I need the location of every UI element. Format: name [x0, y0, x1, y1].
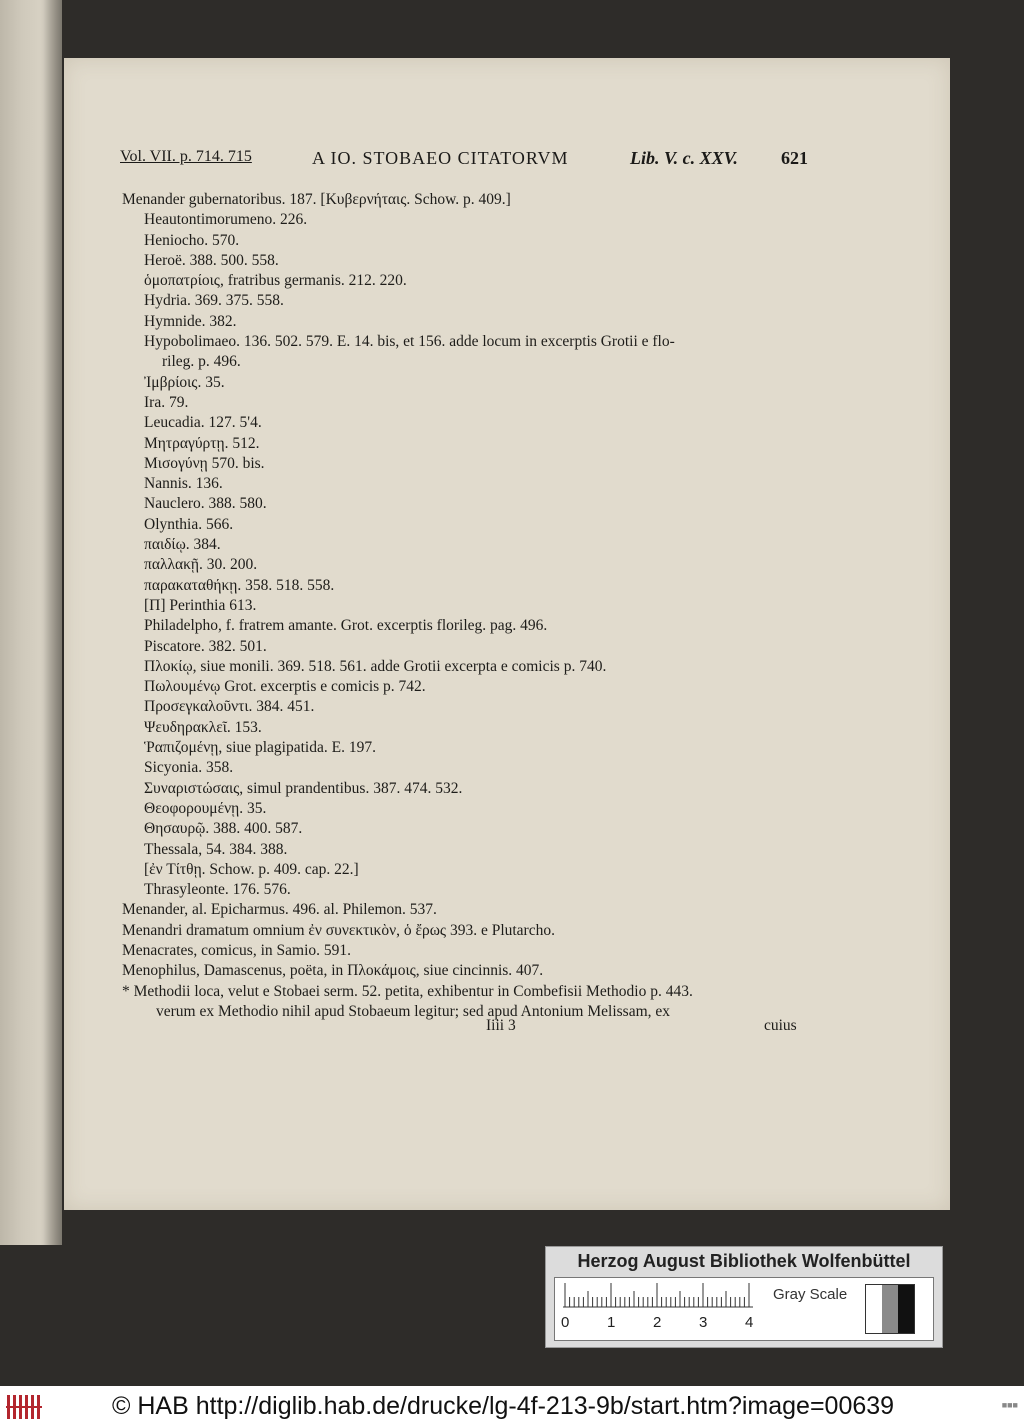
index-entry: Hymnide. 382.: [144, 312, 237, 330]
index-entry: Sicyonia. 358.: [144, 759, 234, 777]
index-entry: παιδίῳ. 384.: [144, 536, 221, 554]
ruler-number: 3: [699, 1314, 708, 1331]
index-entry: Ῥαπιζομένῃ, siue plagipatida. E. 197.: [144, 739, 376, 757]
index-entry: Συναριστώσαις, simul prandentibus. 387. 474. 532.: [144, 779, 463, 797]
running-header: [120, 148, 808, 176]
index-entry: Olynthia. 566.: [144, 515, 234, 533]
ruler-scale: [563, 1282, 753, 1308]
footer-bar: [0, 1386, 1024, 1428]
index-entry: Menander, al. Epicharmus. 496. al. Philemon. 537.: [122, 901, 437, 919]
index-entry: Ira. 79.: [144, 393, 189, 411]
left-page-edge: [0, 0, 62, 1245]
index-entry: [Π] Perinthia 613.: [144, 596, 257, 614]
scale-panel: [554, 1277, 934, 1341]
library-name: Herzog August Bibliothek Wolfenbüttel: [577, 1251, 911, 1271]
header-volume: Vol. VII. p. 714. 715: [120, 148, 252, 165]
gray-patch: [866, 1285, 882, 1333]
index-entry: Thrasyleonte. 176. 576.: [144, 881, 291, 899]
index-entry: Hydria. 369. 375. 558.: [144, 292, 284, 310]
index-entry: Menandri dramatum omnium ἐν συνεκτικὸν, ὁ ἔρως 393. e Plutarcho.: [122, 921, 555, 939]
index-entry: Menander gubernatoribus. 187. [Κυβερνήταις. Schow. p. 409.]: [122, 191, 511, 208]
index-entry: Nannis. 136.: [144, 475, 223, 493]
gray-scale-label: Gray Scale: [773, 1286, 848, 1303]
library-color-card: [545, 1246, 943, 1348]
gray-patch: [882, 1285, 898, 1333]
index-entry: παλλακῇ. 30. 200.: [144, 556, 258, 574]
index-entry: Θεοφορουμένῃ. 35.: [144, 799, 267, 817]
signature-mark: Iiii 3: [486, 1017, 516, 1034]
gray-patch: [898, 1285, 914, 1333]
index-entry: Hypobolimaeo. 136. 502. 579. E. 14. bis, et 156. adde locum in excerptis Grotii e flo-: [144, 333, 675, 351]
index-entry: Ψευδηρακλεῖ. 153.: [144, 718, 262, 736]
ruler-number: 2: [653, 1314, 662, 1331]
index-entry: Ἰμβρίοις. 35.: [144, 373, 225, 391]
index-entry: Leucadia. 127. 5'4.: [144, 414, 262, 432]
index-entry: Πωλουμένῳ Grot. excerptis e comicis p. 742.: [144, 678, 426, 696]
page-number: 621: [781, 148, 808, 168]
index-entry: [ἐν Τίτθῃ. Schow. p. 409. cap. 22.]: [144, 860, 359, 878]
index-entry: * Methodii loca, velut e Stobaei serm. 52. petita, exhibentur in Combefisii Methodio p. 443.: [122, 982, 693, 1000]
index-entry: Heautontimorumeno. 226.: [144, 211, 308, 229]
index-entry: ὁμοπατρίοις, fratribus germanis. 212. 220.: [144, 272, 407, 290]
index-entry: Θησαυρῷ. 388. 400. 587.: [144, 820, 303, 838]
ruler-number: 4: [745, 1314, 754, 1331]
header-title: A IO. STOBAEO CITATORVM: [312, 148, 569, 168]
index-entry: παρακαταθήκῃ. 358. 518. 558.: [144, 576, 335, 594]
footer-dots: ■■■: [1001, 1400, 1018, 1410]
catchword: cuius: [764, 1017, 797, 1034]
index-entry: Προσεγκαλοῦντι. 384. 451.: [144, 698, 315, 716]
index-entry: Thessala, 54. 384. 388.: [144, 840, 288, 858]
hab-logo-icon: [6, 1392, 44, 1422]
header-section: Lib. V. c. XXV.: [630, 148, 738, 168]
index-entry: Nauclero. 388. 580.: [144, 495, 267, 513]
index-entry: Philadelpho, f. fratrem amante. Grot. excerptis florileg. pag. 496.: [144, 617, 548, 635]
index-entry: Μισογύνῃ 570. bis.: [144, 454, 265, 472]
index-entry: Piscatore. 382. 501.: [144, 637, 267, 655]
index-entries: [122, 190, 812, 1022]
footer-url: © HAB http://diglib.hab.de/drucke/lg-4f-213-9b/start.htm?image=00639: [112, 1392, 895, 1420]
index-entry: Μητραγύρτῃ. 512.: [144, 434, 260, 452]
index-entry: Heroë. 388. 500. 558.: [144, 251, 279, 269]
index-entry: Heniocho. 570.: [144, 231, 240, 249]
ruler-number: 1: [607, 1314, 616, 1331]
gray-scale-swatch: [865, 1284, 915, 1334]
ruler-number: 0: [561, 1314, 570, 1331]
index-entry: verum ex Methodio nihil apud Stobaeum legitur; sed apud Antonium Melissam, ex: [156, 1002, 671, 1020]
index-entry: Menacrates, comicus, in Samio. 591.: [122, 941, 352, 959]
index-entry: Menophilus, Damascenus, poëta, in Πλοκάμοις, siue cincinnis. 407.: [122, 962, 544, 980]
index-entry: Πλοκίῳ, siue monili. 369. 518. 561. adde Grotii excerpta e comicis p. 740.: [144, 657, 607, 675]
index-entry: rileg. p. 496.: [162, 353, 241, 371]
